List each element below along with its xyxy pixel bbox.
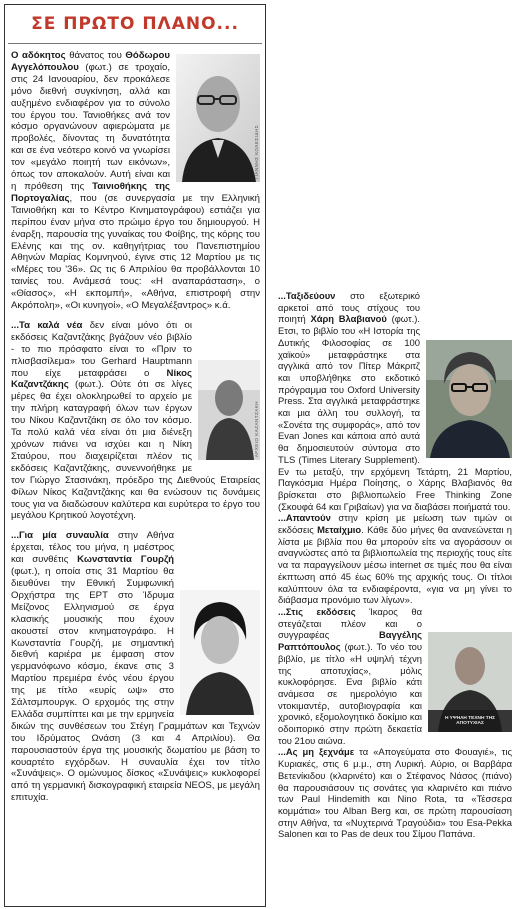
column-title: ΣΕ ΠΡΩΤΟ ΠΛΑΝΟ... <box>31 14 239 34</box>
body-text: (φωτ.). Ούτε ότι σε λίγες μέρες θα έχει ολοκληρωθεί το αρχείο με την πλήρη καταγραφή όλων των έργων του Νίκου Καζαντζάκη σε όλο τον κόσμο. Τα πολύ καλά νέα είναι ότι μια διένεξη χρόνων πιάνει να ισχύει και η Νίκη Σταύρου, που διαχειρίζεται πλέον τις εκδόσεις Καζαντζάκης, συνεννοήθηκε με τον Γιώργο Στασινάκη, πρόεδρο της Διεθνούς Εταιρείας Φίλων Νίκος Καζαντζάκης και θα ενώσουν τις δυνάμεις τους για να διαδώσουν καλύτερα και ευρύτερα το έργο του μεγάλου Κρητικού λογοτέχνη. <box>11 379 260 522</box>
lead-text: ...Τα καλά νέα <box>11 319 83 331</box>
person-name: Χάρη Βλαβιανού <box>310 313 387 325</box>
portrait-image <box>426 340 512 458</box>
lead-text: ...Στις εκδόσεις <box>278 605 356 617</box>
body-text: δεν είναι μόνο ότι οι εκδόσεις Καζαντζάκης βγάζουν νέο βιβλίο - το πιο πρόσφατο είναι το «Πριν το πλισβασίλεμα» του Gerhard Hauptmann που είχε μεταφράσει ο <box>11 319 192 379</box>
book-cover-title: Η ΥΨΗΛΗ ΤΕΧΝΗ ΤΗΣ ΑΠΟΤΥΧΙΑΣ <box>444 715 496 726</box>
body-text: στην Αθήνα έρχεται, τέλος του μήνα, η μαέστρος και συνθέτις <box>11 530 174 566</box>
body-text: στην κρίση με μείωση των τιμών οι εκδόσεις <box>278 512 512 536</box>
person-name: Βαγγέλης Ραπτόπουλος <box>278 629 422 653</box>
body-text: , που (σε συνεργασία με την Ελληνική Ταινιοθήκη και το Κέντρο Κινηματογράφου) εστιάζει για περίπου έναν μήνα στο πρώιμο έργο του δημιουργού. Η έναρξη, παρουσία της γυναίκας του Φοίβης, της κόρης του Ελένης και της ον. καθηγήτριας του Πανεπιστημίου Αθηνών Μαρίας Κομνηνού, έγινε στις 12 Μαρτίου με τις «Μέρες του '36». Ως τις 6 Απριλίου θα προβάλλονται 10 ταινίες του. Ανάμεσά τους: «Η αναπαράσταση», ο «Θίασος», «Η εκπομπή», «Αθήνα, επιστροφή στην Ακρόπολη», «Οι κυνηγοί», «Ο Μεγαλέξαντρος» κ.ά. <box>11 192 260 312</box>
person-name: Θόδωρου Αγγελόπουλου <box>11 50 170 73</box>
lead-text: ...Ας μη ξεχνάμε <box>278 746 355 758</box>
article-metaixmio <box>278 512 512 606</box>
body-text: (φωτ.). Το νέο του βιβλίο, με τίτλο «Η υψηλή τέχνη της αποτυχίας», μόλις κυκλοφόρησε. Ενα βιβλίο κάτι ανάμεσα σε ημερολόγιο και ντοκιμαντέρ, αυτοβιογραφία και χρονικό, εξομολογητικό δοκίμιο και οδοιπορικό στην πρώτη δεκαετία του 21ου αιώνα. <box>278 641 422 746</box>
lead-text: ...Ταξιδεύουν <box>278 290 336 301</box>
person-name: Νίκος Καζαντζάκης <box>11 367 192 391</box>
org-name: Ταινιοθήκης της Πορτογαλίας <box>11 180 170 204</box>
lead-text: ...Απαντούν <box>278 512 331 524</box>
person-name: Κωνσταντία Γουρζή <box>77 554 174 566</box>
article-lyriki <box>278 746 512 840</box>
body-text: θάνατος του <box>65 50 126 61</box>
photo-gourzi <box>180 590 260 715</box>
body-text: τα «Απογεύματα στο Φουαγιέ», τις Κυριακές, στις 6 μ.μ., στη Λυρική. Αύριο, οι Βαρβάρα Βετενίκιδου (κλαρινέτο) και ο Στέφανος Νάσος (πιάνο) θα παρουσιάσουν τις σονάτες για κλαρινέτο και πιάνο των Paul Hindemith και Nino Rota, τα «Τέσσερα κομμάτια» του Alban Berg και, σε πρώτη παρουσίαση στην Αθήνα, τα «Νυχτερινά Τραγούδια» του Esa-Pekka Salonen και το Pas de deux του Σίμου Παπάνα. <box>278 746 512 840</box>
photo-raptopoulos <box>428 632 512 732</box>
photo-credit: ΓΙΑΝΝΗΣ ΚΟΛΕΣΙΔΗΣ <box>254 124 259 179</box>
photo-angelopoulos <box>176 54 260 182</box>
publisher-name: Μεταίχμιο <box>317 524 362 536</box>
photo-credit: ΑΡΧΕΙΟ ΚΑΖΑΝΤΖΑΚΗ <box>254 400 259 457</box>
left-column <box>4 4 266 907</box>
portrait-image <box>198 360 260 460</box>
portrait-image <box>176 54 260 182</box>
body-text: (φωτ.), η οποία στις 31 Μαρτίου θα διευθύνει την Εθνική Συμφωνική Ορχήστρα της ΕΡΤ στο Ίδρυμα Μείζονος Ελληνισμού σε έργα κλασικής μουσικής που έχουν ακουστεί στον κινηματογράφο. Η Κωνσταντία Γουρζή, με σημαντική διεθνή καριέρα με έμφαση στον γερμανόφωνο κόσμο, έκανε στις 3 Μαρτίου πρεμιέρα ένός νέου έργου της με τίτλο «ευρίς ωψ» στο Σάλτσμπουργκ. Ο ερχομός της στην Ελλάδα συμπίπτει και με την ερμηνεία δικών της συνθέσεων του Στέγη Γραμμάτων και Τεχνών του Ιδρύματος Ωνάση (3 και 4 Απριλίου). Θα παρουσιαστούν έργα της μουσικής δωματίου με βάση το κουαρτέτο εγχόρδων. Η συναυλία έχει τον τίτλο «Συνάψεις». Ο ομώνυμος δίσκος «Συνάψεις» κυκλοφορεί από τη γερμανική δισκογραφική εταιρεία NEOS, με μεγάλη επιτυχία. <box>11 566 260 804</box>
lead-text: ...Για μία συναυλία <box>11 530 109 542</box>
photo-kazantzakis <box>198 360 260 460</box>
body-text: (φωτ.) σε τροχαίο, στις 24 Ιανουαρίου, δεν προκάλεσε μόνο διεθνή συγκίνηση, αλλά και αυξημένο ενδιαφέρον για το σύνολο του έργου του. Τανιοθήκες ανά τον κόσμο οργανώνουν αφιερώματα με προβολές, δίνοντας τη δυνατότητα και σε ένα νεότερο κοινό να γνωρίσει τον «μεγάλο ποιητή των εικόνων», όπως τον αποκαλούν. Αυτή είναι και η πρόθεση της <box>11 61 170 192</box>
column-header <box>8 5 262 44</box>
lead-text: Ο αδόκητος <box>11 50 66 61</box>
body-text: Ίκαρος θα στεγάζεται πλέον και ο συγγραφέας <box>278 605 423 641</box>
right-column <box>278 290 512 907</box>
body-text: στο εξωτερικό αρκετοί από τους στίχους του ποιητή <box>278 290 420 325</box>
photo-vlavianos <box>426 340 512 458</box>
body-text: . Κάθε δύο μήνες θα ανανεώνεται η λίστα με βιβλία που θα μπορούν είτε να αγοράσουν οι αναγνώστες από τα βιβλιοπωλεία της περιοχής τους είτε να τα παραγγείλουν μέσω internet σε τιμές που θα είναι έκπτωση από 45 έως 60% της αρχικής τους. Οι τίτλοι καλύπτουν όλα τα ενδιαφέροντα, «για να μη γίνει το διάβασμα προνόμιο των λίγων». <box>278 524 512 606</box>
portrait-image <box>180 590 260 715</box>
body-text: (φωτ.). Ετσι, το βιβλίο του «Η Ιστορία της Δυτικής Φιλοσοφίας σε 100 χαϊκού» μεταφράστηκε στα αγγλικά από τον Πίτερ Μάκριτζ και υποβλήθηκε στο εκδοτικό πρόγραμμα του Oxford University Press. Στα αγγλικά μεταφράστηκε και μια άλλη του συλλογή, τα «Σονέτα της συμφοράς», από τον Evan Jones και κάποια από αυτά θα δημοσιευτούν σύντομα στο TLS (Times Literary Supplement). Εν τω μεταξύ, την ερχόμενη Τετάρτη, 21 Μαρτίου, Παγκόσμια Ημέρα Ποίησης, ο Χάρης Βλαβιανός θα βρίσκεται στο βιβλιοπωλείο Free Thinking Zone (Σκουφά 64 και Γριβαίων) για να διαβάσει ποιήματά του. <box>278 313 512 512</box>
